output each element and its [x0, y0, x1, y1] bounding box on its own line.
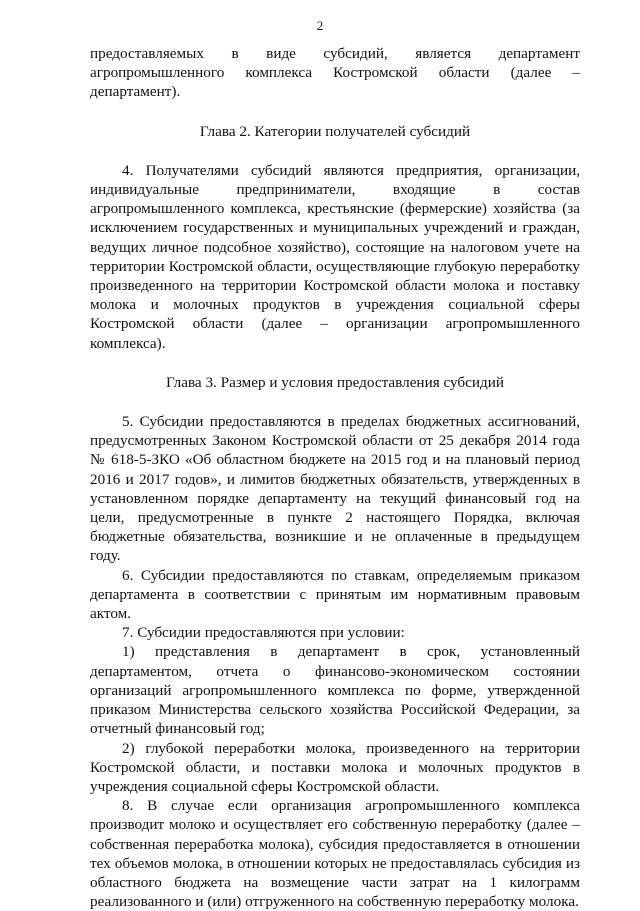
paragraph-7-item-2: 2) глубокой переработки молока, произведенного на территории Костромской области, и поставки молока и молочных продуктов в учреждения социальной сферы Костромской области.	[90, 739, 580, 795]
paragraph-4: 4. Получателями субсидий являются предприятия, организации, индивидуальные предприниматели, входящие в состав агропромышленного комплекса, крестьянские (фермерские) хозяйства (за исключением государственных и муниципальных учреждений и граждан, ведущих личное подсобное хозяйство), состоящие на налоговом учете на территории Костромской области, осуществляющие глубокую переработку произведенного на территории Костромской области молока и поставку молока и молочных продуктов в учреждения социальной сферы Костромской области (далее – организации агропромышленного комплекса).	[90, 161, 580, 352]
intro-paragraph: предоставляемых в виде субсидий, является департамент агропромышленного комплекса Костромской области (далее – департамент).	[90, 45, 580, 101]
document-body	[90, 44, 580, 911]
paragraph-7-item-1: 1) представления в департамент в срок, установленный департаментом, отчета о финансово-экономическом состоянии организаций агропромышленного комплекса по форме, утвержденной приказом Министерства сельского хозяйства Российской Федерации, за отчетный финансовый год;	[90, 643, 580, 738]
chapter-2-heading: Глава 2. Категории получателей субсидий	[199, 122, 471, 140]
paragraph-7: 7. Субсидии предоставляются при условии:	[122, 624, 405, 642]
paragraph-5: 5. Субсидии предоставляются в пределах бюджетных ассигнований, предусмотренных Законом Костромской области от 25 декабря 2014 года № 618-5-ЗКО «Об областном бюджете на 2015 год и на плановый период 2016 и 2017 годов», и лимитов бюджетных обязательств, утвержденных в установленном порядке департаменту на текущий финансовый год на цели, предусмотренные в пункте 2 настоящего Порядка, включая бюджетные обязательства, возникшие и не оплаченные в предыдущем году.	[90, 413, 580, 565]
chapter-3-heading: Глава 3. Размер и условия предоставления субсидий	[166, 373, 504, 391]
page-number: 2	[316, 18, 324, 33]
paragraph-8: 8. В случае если организация агропромышленного комплекса производит молоко и осуществляет его собственную переработку (далее – собственная переработка молока), субсидия предоставляется в отношении тех объемов молока, в отношении которых не предоставлялась субсидия из областного бюджета на возмещение части затрат на 1 килограмм реализованного и (или) отгруженного на собственную переработку молока.	[90, 797, 580, 911]
paragraph-6: 6. Субсидии предоставляются по ставкам, определяемым приказом департамента в соответствии с принятым им нормативным правовым актом.	[90, 566, 580, 623]
